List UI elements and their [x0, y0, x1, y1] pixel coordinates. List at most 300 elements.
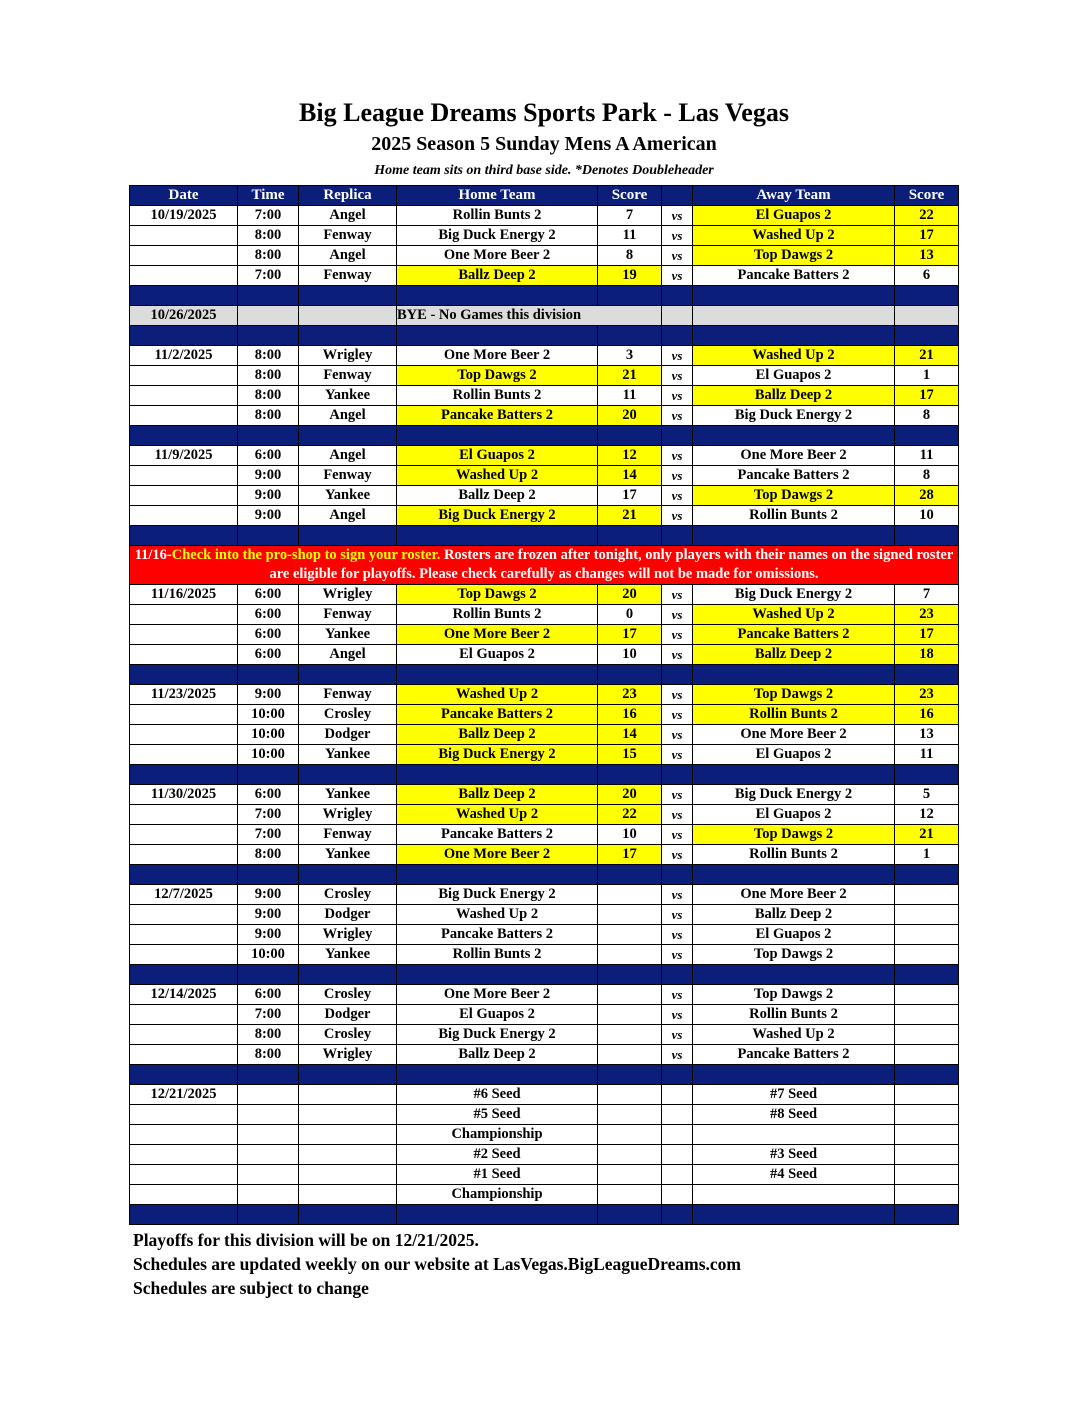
home-team-cell: Washed Up 2	[397, 805, 598, 825]
away-score-cell	[895, 1025, 959, 1045]
home-score-cell: 17	[598, 845, 662, 865]
notice-date: 11/16-	[134, 547, 172, 563]
date-cell	[130, 1165, 238, 1185]
vs-cell: vs	[662, 1005, 693, 1025]
away-team-cell: Big Duck Energy 2	[693, 785, 895, 805]
game-row	[130, 705, 959, 725]
vs-cell: vs	[662, 206, 693, 226]
footer-website-note: Schedules are updated weekly on our website at LasVegas.BigLeagueDreams.com	[133, 1254, 741, 1274]
separator-cell	[299, 1065, 397, 1085]
col-header-vs	[662, 186, 693, 206]
separator-cell	[693, 286, 895, 306]
game-row	[130, 825, 959, 845]
home-score-cell: 16	[598, 705, 662, 725]
home-score-cell	[598, 925, 662, 945]
replica-cell	[299, 1125, 397, 1145]
home-score-cell	[598, 1145, 662, 1165]
separator-cell	[662, 1205, 693, 1225]
replica-cell: Crosley	[299, 885, 397, 905]
home-team-cell: Ballz Deep 2	[397, 266, 598, 286]
replica-cell	[299, 1085, 397, 1105]
col-header-replica: Replica	[299, 186, 397, 206]
home-team-cell: El Guapos 2	[397, 446, 598, 466]
date-cell	[130, 925, 238, 945]
home-score-cell: 11	[598, 226, 662, 246]
vs-cell: vs	[662, 905, 693, 925]
time-cell: 10:00	[238, 705, 299, 725]
date-cell	[130, 845, 238, 865]
home-score-cell: 0	[598, 605, 662, 625]
away-score-cell	[895, 1105, 959, 1125]
home-score-cell: 8	[598, 246, 662, 266]
game-row	[130, 386, 959, 406]
game-row	[130, 785, 959, 805]
vs-cell: vs	[662, 705, 693, 725]
away-score-cell	[895, 1125, 959, 1145]
separator-cell	[130, 665, 238, 685]
replica-cell: Fenway	[299, 366, 397, 386]
replica-cell: Wrigley	[299, 585, 397, 605]
separator-cell	[130, 1205, 238, 1225]
home-team-cell: Big Duck Energy 2	[397, 885, 598, 905]
separator-cell	[299, 326, 397, 346]
col-header-time: Time	[238, 186, 299, 206]
home-score-cell: 23	[598, 685, 662, 705]
home-score-cell: 19	[598, 266, 662, 286]
away-score-cell: 1	[895, 366, 959, 386]
date-cell	[130, 266, 238, 286]
home-team-cell: Rollin Bunts 2	[397, 945, 598, 965]
game-row	[130, 226, 959, 246]
away-score-cell: 17	[895, 226, 959, 246]
game-row	[130, 905, 959, 925]
away-score-cell: 13	[895, 246, 959, 266]
separator-cell	[238, 865, 299, 885]
replica-cell: Fenway	[299, 266, 397, 286]
home-team-cell: One More Beer 2	[397, 346, 598, 366]
time-cell	[238, 1125, 299, 1145]
separator-cell	[238, 1205, 299, 1225]
replica-cell: Yankee	[299, 486, 397, 506]
time-cell: 7:00	[238, 1005, 299, 1025]
separator-cell	[299, 286, 397, 306]
time-cell: 6:00	[238, 645, 299, 665]
date-cell	[130, 1045, 238, 1065]
vs-cell: vs	[662, 885, 693, 905]
away-team-cell: Washed Up 2	[693, 1025, 895, 1045]
date-cell	[130, 705, 238, 725]
footer-disclaimer: Schedules are subject to change	[133, 1278, 369, 1298]
game-row	[130, 246, 959, 266]
replica-cell: Fenway	[299, 466, 397, 486]
vs-cell: vs	[662, 625, 693, 645]
game-row	[130, 506, 959, 526]
separator-cell	[693, 765, 895, 785]
time-cell: 6:00	[238, 605, 299, 625]
separator-cell	[693, 965, 895, 985]
separator-cell	[598, 965, 662, 985]
home-score-cell: 21	[598, 366, 662, 386]
game-row	[130, 625, 959, 645]
separator-cell	[299, 426, 397, 446]
vs-cell: vs	[662, 585, 693, 605]
time-cell: 6:00	[238, 446, 299, 466]
vs-cell: vs	[662, 605, 693, 625]
game-row	[130, 845, 959, 865]
away-score-cell: 13	[895, 725, 959, 745]
home-score-cell: 17	[598, 486, 662, 506]
home-team-cell: #2 Seed	[397, 1145, 598, 1165]
away-score-cell: 21	[895, 825, 959, 845]
separator-row	[130, 426, 959, 446]
home-team-cell: Championship	[397, 1185, 598, 1205]
separator-cell	[662, 965, 693, 985]
roster-notice	[130, 546, 959, 585]
time-cell	[238, 1085, 299, 1105]
separator-cell	[662, 765, 693, 785]
replica-cell: Crosley	[299, 705, 397, 725]
time-cell	[238, 1145, 299, 1165]
separator-cell	[895, 965, 959, 985]
vs-cell: vs	[662, 845, 693, 865]
home-score-cell: 22	[598, 805, 662, 825]
game-row	[130, 446, 959, 466]
away-score-cell	[895, 985, 959, 1005]
away-team-cell: #3 Seed	[693, 1145, 895, 1165]
separator-cell	[895, 426, 959, 446]
home-score-cell	[598, 1005, 662, 1025]
vs-cell: vs	[662, 785, 693, 805]
away-score-cell	[895, 1165, 959, 1185]
away-team-cell	[693, 306, 895, 326]
away-team-cell	[693, 1185, 895, 1205]
time-cell: 9:00	[238, 486, 299, 506]
page-subtitle: 2025 Season 5 Sunday Mens A American	[371, 133, 717, 155]
vs-cell: vs	[662, 745, 693, 765]
away-score-cell: 28	[895, 486, 959, 506]
home-score-cell	[598, 1025, 662, 1045]
replica-cell: Fenway	[299, 605, 397, 625]
home-team-cell: Washed Up 2	[397, 905, 598, 925]
away-team-cell: One More Beer 2	[693, 446, 895, 466]
vs-cell: vs	[662, 645, 693, 665]
replica-cell: Angel	[299, 406, 397, 426]
vs-cell	[662, 1185, 693, 1205]
home-score-cell: 15	[598, 745, 662, 765]
home-team-cell: #6 Seed	[397, 1085, 598, 1105]
home-team-cell: Big Duck Energy 2	[397, 745, 598, 765]
playoff-row	[130, 1105, 959, 1125]
date-cell: 11/2/2025	[130, 346, 238, 366]
replica-cell: Yankee	[299, 386, 397, 406]
date-cell	[130, 625, 238, 645]
separator-cell	[299, 1205, 397, 1225]
away-team-cell: One More Beer 2	[693, 885, 895, 905]
away-team-cell: Big Duck Energy 2	[693, 585, 895, 605]
separator-cell	[238, 765, 299, 785]
home-score-cell	[598, 1125, 662, 1145]
date-cell	[130, 805, 238, 825]
time-cell: 10:00	[238, 945, 299, 965]
separator-cell	[238, 526, 299, 546]
game-row	[130, 366, 959, 386]
separator-cell	[130, 865, 238, 885]
separator-row	[130, 326, 959, 346]
home-score-cell	[598, 1185, 662, 1205]
away-team-cell: El Guapos 2	[693, 206, 895, 226]
game-row	[130, 725, 959, 745]
separator-cell	[693, 526, 895, 546]
game-row	[130, 1005, 959, 1025]
date-cell	[130, 1025, 238, 1045]
separator-cell	[598, 1205, 662, 1225]
home-team-cell: Ballz Deep 2	[397, 785, 598, 805]
home-team-cell: Washed Up 2	[397, 685, 598, 705]
playoff-row	[130, 1165, 959, 1185]
date-cell	[130, 366, 238, 386]
date-cell	[130, 246, 238, 266]
away-score-cell	[895, 1145, 959, 1165]
away-team-cell: El Guapos 2	[693, 366, 895, 386]
date-cell: 12/7/2025	[130, 885, 238, 905]
col-header-date: Date	[130, 186, 238, 206]
home-team-cell: Ballz Deep 2	[397, 725, 598, 745]
replica-cell: Yankee	[299, 845, 397, 865]
time-cell: 8:00	[238, 406, 299, 426]
away-score-cell	[895, 1005, 959, 1025]
home-score-cell: 14	[598, 725, 662, 745]
time-cell: 9:00	[238, 925, 299, 945]
home-score-cell: 17	[598, 625, 662, 645]
separator-row	[130, 1065, 959, 1085]
separator-cell	[662, 665, 693, 685]
time-cell	[238, 306, 299, 326]
vs-cell	[662, 1085, 693, 1105]
away-team-cell: Top Dawgs 2	[693, 945, 895, 965]
time-cell: 8:00	[238, 246, 299, 266]
away-team-cell: El Guapos 2	[693, 925, 895, 945]
away-score-cell: 11	[895, 745, 959, 765]
notice-highlight: Check into the pro-shop to sign your roster.	[171, 547, 441, 563]
home-score-cell: 10	[598, 645, 662, 665]
away-score-cell: 5	[895, 785, 959, 805]
replica-cell: Fenway	[299, 685, 397, 705]
home-score-cell: 14	[598, 466, 662, 486]
vs-cell	[662, 1145, 693, 1165]
vs-cell	[662, 1125, 693, 1145]
separator-row	[130, 665, 959, 685]
game-row	[130, 605, 959, 625]
separator-cell	[693, 865, 895, 885]
away-score-cell: 12	[895, 805, 959, 825]
home-score-cell: 20	[598, 406, 662, 426]
away-team-cell: Rollin Bunts 2	[693, 705, 895, 725]
away-score-cell	[895, 1185, 959, 1205]
home-team-cell: Rollin Bunts 2	[397, 386, 598, 406]
roster-notice-row	[130, 546, 959, 585]
away-team-cell: Ballz Deep 2	[693, 645, 895, 665]
home-team-cell: Rollin Bunts 2	[397, 605, 598, 625]
home-score-cell	[598, 1045, 662, 1065]
away-team-cell: Big Duck Energy 2	[693, 406, 895, 426]
date-cell	[130, 506, 238, 526]
away-team-cell: Top Dawgs 2	[693, 685, 895, 705]
time-cell: 10:00	[238, 725, 299, 745]
game-row	[130, 805, 959, 825]
separator-cell	[598, 665, 662, 685]
vs-cell: vs	[662, 685, 693, 705]
replica-cell: Wrigley	[299, 346, 397, 366]
replica-cell	[299, 306, 397, 326]
game-row	[130, 1025, 959, 1045]
replica-cell: Wrigley	[299, 1045, 397, 1065]
date-cell	[130, 905, 238, 925]
playoff-row	[130, 1185, 959, 1205]
separator-cell	[299, 665, 397, 685]
separator-cell	[895, 865, 959, 885]
date-cell: 12/14/2025	[130, 985, 238, 1005]
away-team-cell: Pancake Batters 2	[693, 625, 895, 645]
replica-cell: Angel	[299, 645, 397, 665]
replica-cell	[299, 1145, 397, 1165]
home-score-cell	[598, 1165, 662, 1185]
replica-cell: Yankee	[299, 945, 397, 965]
time-cell: 8:00	[238, 226, 299, 246]
time-cell: 7:00	[238, 266, 299, 286]
home-team-cell: #1 Seed	[397, 1165, 598, 1185]
away-score-cell: 7	[895, 585, 959, 605]
col-header-home-score: Score	[598, 186, 662, 206]
home-score-cell	[598, 985, 662, 1005]
separator-cell	[895, 286, 959, 306]
time-cell: 9:00	[238, 885, 299, 905]
home-team-cell: Top Dawgs 2	[397, 585, 598, 605]
separator-cell	[397, 865, 598, 885]
separator-cell	[130, 286, 238, 306]
away-score-cell: 18	[895, 645, 959, 665]
game-row	[130, 266, 959, 286]
separator-cell	[397, 426, 598, 446]
home-score-cell	[598, 945, 662, 965]
replica-cell: Yankee	[299, 785, 397, 805]
date-cell	[130, 1005, 238, 1025]
separator-cell	[299, 865, 397, 885]
date-cell	[130, 725, 238, 745]
away-team-cell: Ballz Deep 2	[693, 386, 895, 406]
separator-cell	[299, 765, 397, 785]
separator-cell	[238, 326, 299, 346]
date-cell: 11/16/2025	[130, 585, 238, 605]
separator-cell	[693, 426, 895, 446]
away-score-cell: 1	[895, 845, 959, 865]
bye-message: BYE - No Games this division	[397, 306, 662, 326]
date-cell	[130, 645, 238, 665]
home-team-cell: Ballz Deep 2	[397, 486, 598, 506]
separator-cell	[238, 965, 299, 985]
away-score-cell	[895, 885, 959, 905]
replica-cell: Fenway	[299, 226, 397, 246]
separator-cell	[662, 326, 693, 346]
time-cell: 9:00	[238, 466, 299, 486]
separator-row	[130, 765, 959, 785]
time-cell: 7:00	[238, 206, 299, 226]
replica-cell	[299, 1165, 397, 1185]
vs-cell: vs	[662, 466, 693, 486]
time-cell: 7:00	[238, 805, 299, 825]
home-team-cell: Big Duck Energy 2	[397, 226, 598, 246]
vs-cell: vs	[662, 246, 693, 266]
game-row	[130, 585, 959, 605]
separator-cell	[895, 1205, 959, 1225]
away-score-cell	[895, 306, 959, 326]
time-cell: 10:00	[238, 745, 299, 765]
page-note: Home team sits on third base side. *Denotes Doubleheader	[374, 163, 714, 178]
playoff-row	[130, 1085, 959, 1105]
home-score-cell	[598, 885, 662, 905]
away-team-cell: Pancake Batters 2	[693, 1045, 895, 1065]
date-cell	[130, 745, 238, 765]
separator-cell	[397, 1065, 598, 1085]
away-score-cell	[895, 1085, 959, 1105]
date-cell	[130, 406, 238, 426]
separator-cell	[662, 865, 693, 885]
separator-row	[130, 526, 959, 546]
away-score-cell	[895, 1045, 959, 1065]
vs-cell: vs	[662, 925, 693, 945]
home-team-cell: Pancake Batters 2	[397, 406, 598, 426]
separator-cell	[598, 286, 662, 306]
separator-cell	[130, 426, 238, 446]
separator-cell	[397, 765, 598, 785]
date-cell	[130, 1145, 238, 1165]
separator-cell	[693, 1205, 895, 1225]
away-team-cell: Top Dawgs 2	[693, 825, 895, 845]
separator-row	[130, 1205, 959, 1225]
away-team-cell	[693, 1125, 895, 1145]
away-team-cell: Rollin Bunts 2	[693, 1005, 895, 1025]
vs-cell: vs	[662, 825, 693, 845]
replica-cell: Angel	[299, 506, 397, 526]
home-score-cell	[598, 1105, 662, 1125]
date-cell	[130, 486, 238, 506]
home-team-cell: El Guapos 2	[397, 645, 598, 665]
home-score-cell: 11	[598, 386, 662, 406]
time-cell	[238, 1165, 299, 1185]
time-cell: 8:00	[238, 1025, 299, 1045]
separator-cell	[397, 665, 598, 685]
col-header-away-team: Away Team	[693, 186, 895, 206]
replica-cell: Dodger	[299, 725, 397, 745]
away-team-cell: #4 Seed	[693, 1165, 895, 1185]
separator-cell	[693, 326, 895, 346]
playoff-row	[130, 1125, 959, 1145]
home-score-cell	[598, 905, 662, 925]
separator-cell	[662, 526, 693, 546]
separator-cell	[662, 426, 693, 446]
bye-row	[130, 306, 959, 326]
date-cell: 12/21/2025	[130, 1085, 238, 1105]
away-score-cell	[895, 905, 959, 925]
away-team-cell: Pancake Batters 2	[693, 466, 895, 486]
separator-cell	[598, 326, 662, 346]
notice-text: Rosters are frozen after tonight, only players with their names on the signed roster are eligible for playoffs. Please check carefully as changes will not be made for omissions.	[269, 547, 954, 582]
home-team-cell: Ballz Deep 2	[397, 1045, 598, 1065]
separator-cell	[397, 1205, 598, 1225]
separator-cell	[895, 765, 959, 785]
time-cell: 7:00	[238, 825, 299, 845]
game-row	[130, 1045, 959, 1065]
vs-cell: vs	[662, 1045, 693, 1065]
